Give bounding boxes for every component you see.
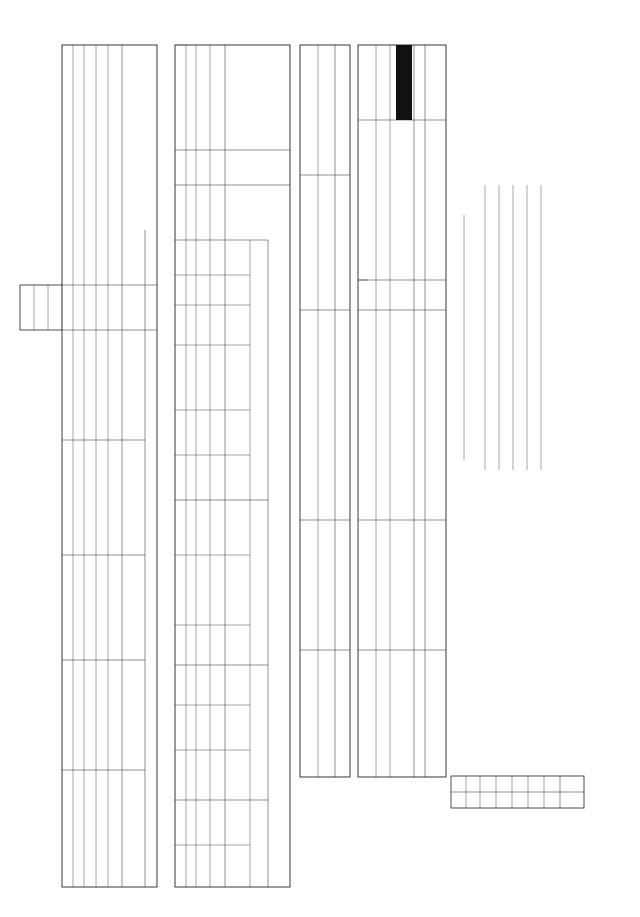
table-section-2 (300, 45, 350, 777)
codes-box (451, 776, 584, 808)
table-section-4 (62, 45, 157, 887)
table-section-3 (175, 45, 290, 887)
form-fields (464, 185, 541, 470)
table-footer (20, 285, 62, 330)
table-section-1 (358, 45, 446, 777)
